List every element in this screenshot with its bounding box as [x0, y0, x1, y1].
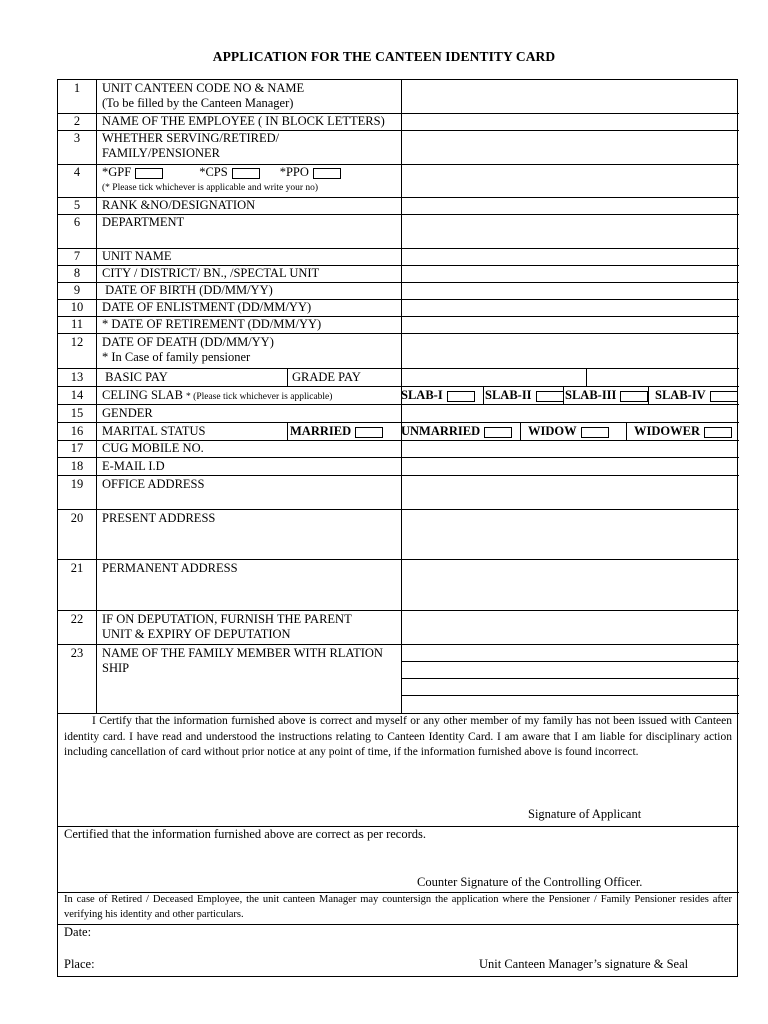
row-number: 22 — [70, 612, 84, 626]
row-label: MARITAL STATUS — [102, 424, 206, 438]
counter-signature-label: Counter Signature of the Controlling Officer. — [417, 875, 643, 889]
ppo-label: *PPO — [279, 165, 309, 179]
row-label: WHETHER SERVING/RETIRED/ FAMILY/PENSIONER — [102, 131, 280, 160]
row-label: CUG MOBILE NO. — [102, 441, 204, 455]
row-number: 23 — [70, 646, 84, 660]
widower-checkbox[interactable] — [704, 427, 732, 438]
certification-text: I Certify that the information furnished above is correct and myself or any other member of my family has not been issued with Canteen identity card. I have read and understood the instructions relating to Canteen Identity Card. I am aware that I am liable for disciplinary action including cancellation of card without prior notice at any point of time, if the information furnished above is found incorrect. — [64, 715, 732, 758]
pension-scheme-note: (* Please tick whichever is applicable and write your no) — [102, 183, 319, 193]
number-column-divider — [96, 80, 97, 713]
row-number: 10 — [70, 300, 84, 314]
row-label: DATE OF ENLISTMENT (DD/MM/YY) — [102, 300, 312, 314]
row-label: UNIT CANTEEN CODE NO & NAME (To be filled by the Canteen Manager) — [102, 81, 305, 110]
married-checkbox[interactable] — [355, 427, 383, 438]
row-number: 5 — [73, 198, 81, 212]
row-number: 15 — [70, 406, 84, 420]
manager-signature-label: Unit Canteen Manager’s signature & Seal — [479, 957, 689, 971]
cps-checkbox[interactable] — [232, 168, 260, 179]
widow-checkbox[interactable] — [581, 427, 609, 438]
row-number: 12 — [70, 335, 84, 349]
row-number: 20 — [70, 511, 84, 525]
row-label: IF ON DEPUTATION, FURNISH THE PARENT UNIT & EXPIRY OF DEPUTATION — [102, 612, 352, 641]
row-label: GENDER — [102, 406, 153, 420]
slab-3-checkbox[interactable] — [620, 391, 648, 402]
row-number: 6 — [73, 215, 81, 229]
gpf-checkbox[interactable] — [135, 168, 163, 179]
row-number: 16 — [70, 424, 84, 438]
certified-records-text: Certified that the information furnished above are correct as per records. — [64, 827, 426, 841]
grade-pay-label: GRADE PAY — [292, 370, 361, 384]
row-label: NAME OF THE EMPLOYEE ( IN BLOCK LETTERS) — [102, 114, 385, 128]
row-number: 1 — [73, 81, 81, 95]
pension-scheme-options — [102, 165, 341, 180]
ceiling-slab-label: CELING SLAB * (Please tick whichever is applicable) — [102, 388, 333, 402]
application-form — [57, 79, 738, 977]
basic-pay-label: BASIC PAY — [102, 370, 168, 384]
form-title: APPLICATION FOR THE CANTEEN IDENTITY CARD — [212, 49, 556, 64]
row-number: 17 — [70, 441, 84, 455]
gpf-label: *GPF — [102, 165, 132, 179]
row-number: 11 — [70, 317, 84, 331]
row-label: DEPARTMENT — [102, 215, 185, 229]
row-label: DATE OF DEATH (DD/MM/YY) * In Case of family pensioner — [102, 335, 274, 364]
ppo-checkbox[interactable] — [313, 168, 341, 179]
row-number: 2 — [73, 114, 81, 128]
slab-4-checkbox[interactable] — [710, 391, 738, 402]
row-number: 21 — [70, 561, 84, 575]
row-label: PERMANENT ADDRESS — [102, 561, 238, 575]
row-label: UNIT NAME — [102, 249, 172, 263]
row-label: DATE OF BIRTH (DD/MM/YY) — [102, 283, 273, 297]
row-label: RANK &NO/DESIGNATION — [102, 198, 256, 212]
date-label: Date: — [64, 925, 92, 939]
slab-2-option: SLAB-II — [485, 388, 564, 403]
row-number: 18 — [70, 459, 84, 473]
slab-4-option: SLAB-IV — [655, 388, 738, 403]
row-label: PRESENT ADDRESS — [102, 511, 216, 525]
row-number: 9 — [73, 283, 81, 297]
row-label: CITY / DISTRICT/ BN., /SPECTAL UNIT — [102, 266, 320, 280]
slab-3-option: SLAB-III — [565, 388, 648, 403]
widower-option: WIDOWER — [634, 424, 732, 439]
row-label: * DATE OF RETIREMENT (DD/MM/YY) — [102, 317, 322, 331]
slab-1-option: SLAB-I — [401, 388, 475, 403]
place-label: Place: — [64, 957, 95, 971]
row-number: 19 — [70, 477, 84, 491]
unmarried-checkbox[interactable] — [484, 427, 512, 438]
row-number: 7 — [73, 249, 81, 263]
cps-label: *CPS — [199, 165, 228, 179]
row-number: 3 — [73, 131, 81, 145]
retired-employee-note: In case of Retired / Deceased Employee, the unit canteen Manager may countersign the application where the Pensioner / Family Pensioner resides after verifying his identity and other particulars. — [64, 894, 732, 920]
row-number: 4 — [73, 165, 81, 179]
applicant-signature-label: Signature of Applicant — [528, 807, 642, 821]
slab-2-checkbox[interactable] — [536, 391, 564, 402]
widow-option: WIDOW — [528, 424, 609, 439]
married-option: MARRIED — [290, 424, 383, 439]
row-label: OFFICE ADDRESS — [102, 477, 205, 491]
row-number: 8 — [73, 266, 81, 280]
slab-1-checkbox[interactable] — [447, 391, 475, 402]
row-label: E-MAIL I.D — [102, 459, 165, 473]
row-number: 14 — [70, 388, 84, 402]
row-label: NAME OF THE FAMILY MEMBER WITH RLATION SHIP — [102, 646, 383, 675]
unmarried-option: UNMARRIED — [401, 424, 512, 439]
row-number: 13 — [70, 370, 84, 384]
